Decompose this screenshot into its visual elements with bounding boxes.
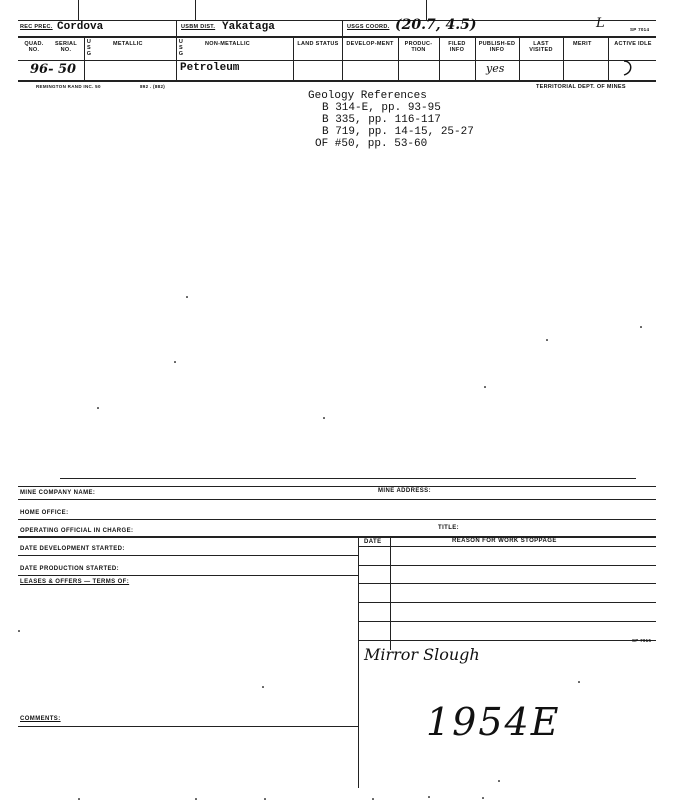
usgs-coord-value: (20.7, 4.5) — [395, 17, 477, 33]
form-number-bottom: SP 7015 — [632, 638, 652, 643]
col-non-metallic: NON-METALLIC — [205, 41, 251, 47]
mine-address-label: MINE ADDRESS: — [378, 488, 431, 494]
col-metallic: METALLIC — [113, 41, 143, 47]
handwritten-location: Mirror Slough — [364, 645, 480, 664]
comments-label: COMMENTS: — [20, 716, 61, 722]
mine-company-name-label: MINE COMPANY NAME: — [20, 490, 96, 496]
date-development-started-label: DATE DEVELOPMENT STARTED: — [20, 546, 125, 552]
published-info-value: yes — [486, 62, 505, 75]
title-label: TITLE: — [438, 525, 460, 531]
printer-code: 892 . (882) — [140, 84, 166, 89]
usbm-dist-label: USBM DIST. — [181, 24, 216, 30]
reference-line: OF #50, pp. 53-60 — [315, 138, 428, 150]
usgs-coord-label: USGS COORD. — [347, 24, 390, 30]
col-quad-no: QUAD. NO. — [24, 41, 44, 53]
col-filed-info: FILED INFO — [448, 41, 466, 53]
col-usg-nonmetallic: U S G — [178, 39, 184, 57]
form-number-top: SP 7014 — [630, 27, 650, 32]
territorial-dept: TERRITORIAL DEPT. OF MINES — [536, 84, 626, 90]
col-active-idle: ACTIVE IDLE — [614, 41, 652, 47]
date-column-header: DATE — [364, 539, 382, 545]
col-serial-no: SERIAL NO. — [55, 41, 77, 53]
leases-terms-label: LEASES & OFFERS — TERMS OF: — [20, 579, 130, 585]
reference-line: B 719, pp. 14-15, 25-27 — [322, 126, 474, 138]
col-last-visited: LAST VISITED — [529, 41, 553, 53]
col-development: DEVELOP-MENT — [346, 41, 394, 47]
reference-line: B 314-E, pp. 93-95 — [322, 102, 441, 114]
references-heading: Geology References — [308, 90, 427, 102]
reference-line: B 335, pp. 116-117 — [322, 114, 441, 126]
home-office-label: HOME OFFICE: — [20, 510, 69, 516]
usbm-dist-value: Yakataga — [222, 21, 275, 33]
corner-mark: L — [596, 16, 605, 31]
col-merit: MERIT — [573, 41, 592, 47]
col-usg-metallic: U S G — [86, 39, 92, 57]
printer-imprint: REMINGTON RAND INC. 50 — [36, 84, 101, 89]
non-metallic-value: Petroleum — [180, 62, 240, 74]
operating-official-label: OPERATING OFFICIAL IN CHARGE: — [20, 528, 134, 534]
active-idle-mark — [618, 58, 638, 78]
rec-prec-label: REC PREC. — [20, 24, 53, 30]
col-production: PRODUC-TION — [404, 41, 433, 53]
col-published-info: PUBLISH-ED INFO — [478, 41, 516, 53]
handwritten-year: 1954E — [426, 700, 561, 744]
date-production-started-label: DATE PRODUCTION STARTED: — [20, 566, 120, 572]
col-land-status: LAND STATUS — [297, 41, 339, 47]
rec-prec-value: Cordova — [57, 21, 104, 33]
quad-serial-value: 96- 50 — [30, 62, 77, 77]
reason-column-header: REASON FOR WORK STOPPAGE — [452, 538, 557, 544]
